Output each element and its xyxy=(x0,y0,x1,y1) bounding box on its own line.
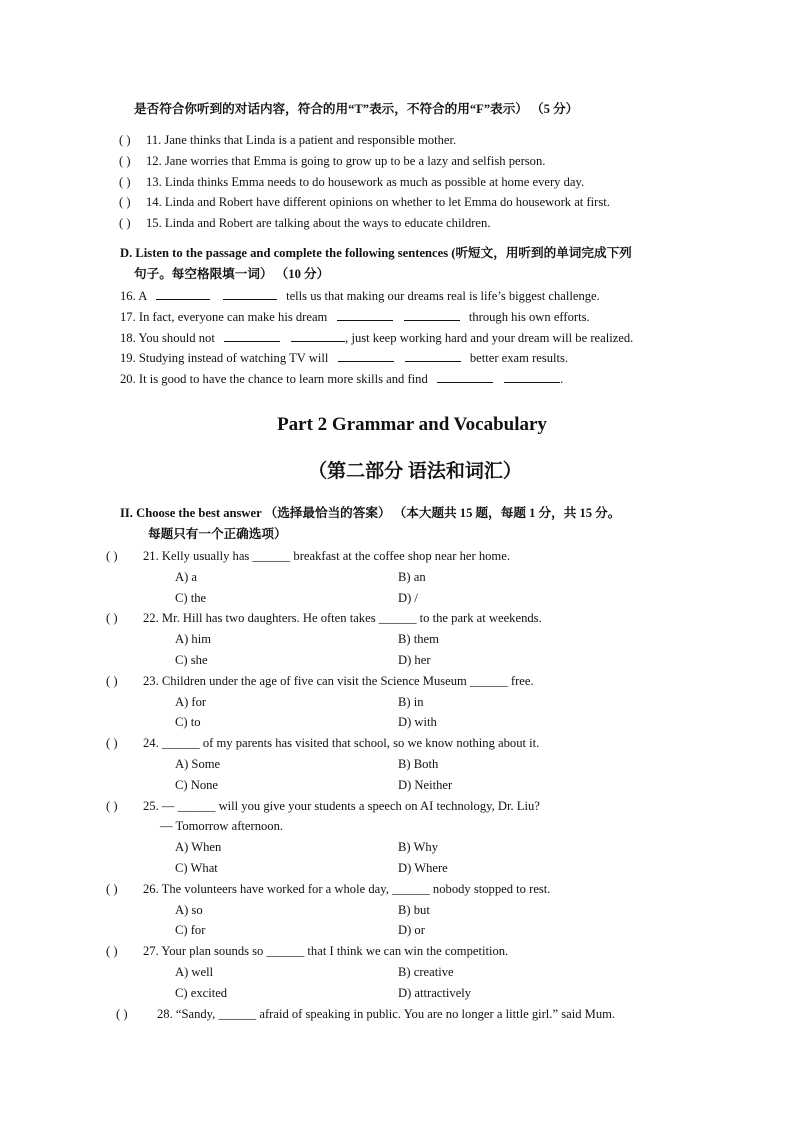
option-c[interactable]: C) for xyxy=(175,923,206,937)
option-b[interactable]: B) creative xyxy=(398,965,454,979)
tf-statement: 14. Linda and Robert have different opinions on whether to let Emma do housework at first. xyxy=(146,195,610,209)
option-d[interactable]: D) / xyxy=(398,591,418,605)
blank-field[interactable] xyxy=(338,350,394,362)
answer-paren[interactable]: ( ) xyxy=(106,944,118,958)
sentence-end: through his own efforts. xyxy=(468,310,590,324)
option-c[interactable]: C) the xyxy=(175,591,207,605)
blank-field[interactable] xyxy=(224,330,280,342)
answer-paren[interactable]: ( ) xyxy=(106,674,118,688)
sentence-end: tells us that making our dreams real is life’s biggest challenge. xyxy=(286,289,600,303)
option-a[interactable]: A) a xyxy=(175,570,198,584)
part-c-instruction: 是否符合你听到的对话内容，符合的用“T”表示，不符合的用“F”表示） （5 分） xyxy=(134,102,579,116)
option-a[interactable]: A) him xyxy=(175,632,212,646)
option-b[interactable]: B) but xyxy=(398,903,430,917)
tf-statement: 11. Jane thinks that Linda is a patient and responsible mother. xyxy=(146,133,457,147)
part-d-instruction-line2: 句子。每空格限填一词） （10 分） xyxy=(134,267,330,281)
blank-field[interactable] xyxy=(223,288,277,300)
blank-field[interactable] xyxy=(291,330,345,342)
option-a[interactable]: A) for xyxy=(175,695,207,709)
fill-sentence xyxy=(120,309,590,325)
option-a[interactable]: A) well xyxy=(175,965,214,979)
answer-paren[interactable]: ( ) xyxy=(106,799,118,813)
option-c[interactable]: C) she xyxy=(175,653,208,667)
answer-paren[interactable]: ( ) xyxy=(106,882,118,896)
option-d[interactable]: D) Neither xyxy=(398,778,453,792)
sentence-end: better exam results. xyxy=(469,351,569,365)
question-stem: 28. “Sandy, ______ afraid of speaking in public. You are no longer a little girl.” said Mum. xyxy=(157,1007,616,1021)
section-ii-instruction-line2: 每题只有一个正确选项） xyxy=(148,527,287,541)
option-d[interactable]: D) Where xyxy=(398,861,448,875)
option-a[interactable]: A) When xyxy=(175,840,222,854)
option-c[interactable]: C) None xyxy=(175,778,219,792)
blank-field[interactable] xyxy=(437,371,493,383)
option-c[interactable]: C) excited xyxy=(175,986,228,1000)
answer-paren[interactable]: ( ) xyxy=(119,216,131,230)
sentence-end: just keep working hard and your dream will be realized. xyxy=(351,331,634,345)
answer-paren[interactable]: ( ) xyxy=(119,133,131,147)
sentence-start: 17. In fact, everyone can make his dream xyxy=(120,310,328,324)
option-d[interactable]: D) attractively xyxy=(398,986,472,1000)
option-d[interactable]: D) with xyxy=(398,715,437,729)
blank-field[interactable] xyxy=(405,350,461,362)
sentence-start: 20. It is good to have the chance to learn more skills and find xyxy=(120,372,428,386)
question-stem: 22. Mr. Hill has two daughters. He often takes ______ to the park at weekends. xyxy=(143,611,542,625)
answer-paren[interactable]: ( ) xyxy=(119,195,131,209)
dialogue-reply: — Tomorrow afternoon. xyxy=(160,819,284,833)
sentence-start: 18. You should not xyxy=(120,331,215,345)
question-stem: 24. ______ of my parents has visited that school, so we know nothing about it. xyxy=(143,736,540,750)
tf-statement: 12. Jane worries that Emma is going to grow up to be a lazy and selfish person. xyxy=(146,154,546,168)
part2-title: Part 2 Grammar and Vocabulary xyxy=(277,414,547,435)
option-c[interactable]: C) to xyxy=(175,715,201,729)
sentence-end: . xyxy=(560,372,564,386)
part2-subtitle: （第二部分 语法和词汇） xyxy=(308,461,522,482)
sentence-start: 19. Studying instead of watching TV will xyxy=(120,351,329,365)
option-a[interactable]: A) so xyxy=(175,903,203,917)
fill-sentence xyxy=(120,330,633,346)
question-stem: 26. The volunteers have worked for a whole day, ______ nobody stopped to rest. xyxy=(143,882,551,896)
fill-sentence xyxy=(120,288,600,304)
sentence-mid: , xyxy=(345,331,349,345)
sentence-start: 16. A xyxy=(120,289,147,303)
answer-paren[interactable]: ( ) xyxy=(106,736,118,750)
option-b[interactable]: B) Why xyxy=(398,840,438,854)
answer-paren[interactable]: ( ) xyxy=(106,549,118,563)
tf-statement: 13. Linda thinks Emma needs to do housework as much as possible at home every day. xyxy=(146,175,585,189)
option-b[interactable]: B) them xyxy=(398,632,439,646)
blank-field[interactable] xyxy=(337,309,393,321)
answer-paren[interactable]: ( ) xyxy=(116,1007,128,1021)
answer-paren[interactable]: ( ) xyxy=(119,175,131,189)
option-a[interactable]: A) Some xyxy=(175,757,221,771)
blank-field[interactable] xyxy=(504,371,560,383)
blank-field[interactable] xyxy=(156,288,210,300)
option-b[interactable]: B) in xyxy=(398,695,424,709)
question-stem: 23. Children under the age of five can visit the Science Museum ______ free. xyxy=(143,674,534,688)
section-ii-instruction-line1: II. Choose the best answer （选择最恰当的答案） （本大题共 15 题，每题 1 分，共 15 分。 xyxy=(120,506,621,520)
option-b[interactable]: B) an xyxy=(398,570,426,584)
option-d[interactable]: D) her xyxy=(398,653,431,667)
question-stem: 21. Kelly usually has ______ breakfast at the coffee shop near her home. xyxy=(143,549,510,563)
tf-statement: 15. Linda and Robert are talking about the ways to educate children. xyxy=(146,216,491,230)
fill-sentence xyxy=(120,371,563,387)
blank-field[interactable] xyxy=(404,309,460,321)
question-stem: 25. — ______ will you give your students a speech on AI technology, Dr. Liu? xyxy=(143,799,540,813)
option-d[interactable]: D) or xyxy=(398,923,425,937)
question-stem: 27. Your plan sounds so ______ that I think we can win the competition. xyxy=(143,944,509,958)
answer-paren[interactable]: ( ) xyxy=(119,154,131,168)
fill-sentence xyxy=(120,350,568,366)
answer-paren[interactable]: ( ) xyxy=(106,611,118,625)
part-d-instruction-line1: D. Listen to the passage and complete the following sentences (听短文，用听到的单词完成下列 xyxy=(120,246,632,260)
option-c[interactable]: C) What xyxy=(175,861,218,875)
option-b[interactable]: B) Both xyxy=(398,757,439,771)
